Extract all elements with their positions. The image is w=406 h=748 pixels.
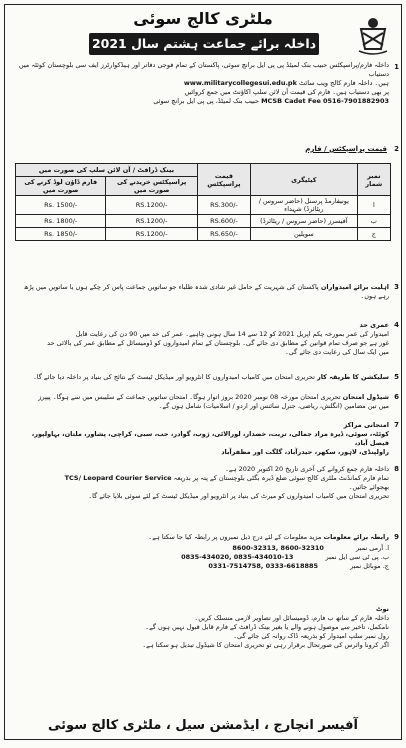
phone-label: ا. آرمی نمبر [356,544,389,552]
table-cell: RS.1200/- [106,228,197,241]
notes [13,605,389,650]
section-number: 4 [394,321,399,329]
account-number: 0516-7901882903 [322,97,389,105]
note-item: اگر کرونا وائرس کی صورتحال برقرار رہی تو تحریری امتحان کا شیڈول تبدیل ہو سکتا ہے۔ [142,641,389,649]
section-1-line: حبیب بنک لمیٹڈ، پی پی ایل برانچ سوئی [153,97,259,105]
section-9 [13,533,389,571]
section-number: 1 [394,63,399,71]
page-title: ملٹری کالج سوئی [133,9,273,28]
section-9-heading: رابطہ برائے معلومات [323,533,389,541]
table-cell: Rs. 1800/- [16,215,106,228]
notes-heading: نوٹ [375,605,389,613]
phone-label: ج. موبائل نمبر [350,562,389,570]
section-5 [13,373,389,382]
fees-table [15,163,391,241]
phone-number[interactable]: 0331-7514758, 0333-6618885 [208,562,319,570]
table-cell: سویلین [250,228,357,241]
table-cell: یونیفارمڈ پرسنل (حاضر سروس / ریٹائرڈ) شہداء [250,196,357,215]
section-8-text: داخلہ فارم جمع کروانے کی آخری تاریخ 20 اکتوبر 2020 ہے۔ [225,465,389,473]
section-7-heading: امتحانی مراکز [343,421,389,429]
table-row [16,228,391,241]
table-header: کیٹیگری [250,164,357,196]
note-item: داخلہ فارم کے ساتھ ب فارم، ڈومیسائل اور تصاویر لازمی منسلک کریں۔ [194,614,389,622]
section-7-text: راولپنڈی، لاہور، سکھر، حیدرآباد، گلگت اور مظفرآباد [221,448,389,456]
advertisement-page [4,4,402,740]
table-group-header: بینک ڈرافٹ / آن لائن سلپ کی صورت میں [16,164,198,177]
section-6 [13,393,389,411]
admission-banner: داخلہ برائے جماعت ہشتم سال 2021 [89,33,319,55]
table-header: قیمت پراسپکٹس [197,164,250,196]
section-number: 2 [394,145,399,153]
section-1 [13,61,389,106]
section-5-text: تحریری امتحان میں کامیاب امیدواروں کا انٹرویو اور میڈیکل ٹیسٹ کے نتائج کی بنیاد پر داخلہ دیا جائے گا۔ [32,373,315,381]
table-cell: ب [357,215,390,228]
section-2-heading: قیمت پراسپکٹس / فارم [305,145,387,153]
section-1-line: ہیں۔ داخلہ فارم کالج ویب سائٹ [299,79,389,87]
note-item: رول نمبر سلپ امیدوار کو بذریعہ ڈاک روانہ کی جائے گی۔ [233,632,389,640]
section-6-heading: شیڈول امتحان [342,393,389,401]
fee-title: MCSB Cadet Fee [261,97,321,105]
section-4-text: غور ہے جو صرف تمام قوانین کے مطابق دی جائے گی۔ بلوچستان کے تمام امیدواروں کو ڈومیسائل کے مطابق عمر کی بالائی حد [47,339,389,347]
section-9-text: مزید معلومات کے لئے درج ذیل نمبروں پر رابطہ کیا جا سکتا ہے۔ [148,533,322,541]
section-6-text: تحریری امتحان مورخہ 08 نومبر 2020 بروز اتوار ہوگا۔ امتحان ساتویں جماعت کے سلیبس میں سے ہوگا۔ پیپرز [38,393,341,401]
table-header: پراسپکٹس خریدنے کی صورت میں [106,177,197,196]
section-number: 3 [394,283,399,291]
section-number: 6 [394,393,399,401]
table-cell: ج [357,228,390,241]
courier-service: TCS/ Leopard Courier Service [64,474,172,482]
note-item: نامکمل، تاخیر سے موصول ہونے والے یا بغیر بینک ڈرافٹ کے فارم قابل قبول نہیں ہوں گے۔ [145,623,389,631]
section-8-text: بھجوائے جائیں۔ [348,483,389,491]
section-4 [13,321,389,357]
table-cell: RS.1200/- [106,215,197,228]
phone-label: ب. پی ٹی سی ایل نمبر [325,553,389,561]
section-1-line: پر بھی دستیاب ہیں۔ فارم کی قیمت آن لائن سلپ اکاؤنٹ میں جمع کروائیں [184,88,389,96]
table-cell: آفیسرز (حاضر سروس / ریٹائرڈ) [250,215,357,228]
section-number: 9 [394,533,399,541]
table-cell: Rs. 1500/- [16,196,106,215]
section-7 [13,421,389,457]
section-number: 7 [394,421,399,429]
section-number: 8 [394,465,399,473]
section-4-heading: عمری حد [359,321,389,329]
section-8-text: تمام فارم کمانڈنٹ ملٹری کالج سوئی ضلع ڈیرہ بگٹی بلوچستان کے پتہ پر بذریعہ [173,474,389,482]
section-5-heading: سلیکشن کا طریقہ کار [316,373,389,381]
section-1-line: داخلہ فارم/پراسپکٹس حبیب بنک لمیٹڈ پی پی ایل برانچ سوئی، پاکستان کے تمام فوجی دفاتر اور ہیڈکوارٹرز ایف سی بلوچستان کوئٹہ میں دستیاب [18,61,389,78]
section-6-text: میں تین مضامین (انگلش، ریاضی، جنرل سائنس اور اردو / اسلامیات) شامل ہوں گے۔ [158,402,389,410]
table-cell: Rs. 1850/- [16,228,106,241]
footer-signature: آفیسر انچارج ، ایڈمشن سیل ، ملٹری کالج سوئی [48,718,358,733]
table-row [16,215,391,228]
table-cell: ا [357,196,390,215]
section-7-text: کوئٹہ، سوئی، ڈیرہ مراد جمالی، تربت، خضدار، لورالائی، ژوب، گوادر، حب، سبی، کراچی، پشاور، ملتان، بہاولپور، فیصل آباد، [31,430,389,447]
military-crest-icon [353,11,393,55]
section-3-heading: اہلیت برائے امیدواران [320,283,389,291]
table-cell: RS.300/- [197,196,250,215]
section-3-text: پاکستان کی شہریت کے حامل غیر شادی شدہ طلباء جو ساتویں جماعت پاس کر چکے ہوں یا ساتویں میں پڑھ رہے ہوں۔ [23,283,389,300]
table-header: فارم ڈاؤن لوڈ کرنے کی صورت میں [16,177,106,196]
table-cell: RS.600/- [197,215,250,228]
phone-number[interactable]: 0835-434020, 0835-434010-13 [181,553,294,561]
section-number: 5 [394,373,399,381]
section-4-text: امیدوار کی عمر بمورخہ یکم اپریل 2021 کو 12 سے 14 سال ہونی چاہیے۔ عمر کی حد میں 90 دن کی رعایت قابل [75,330,389,338]
website-link[interactable]: www.militarycollegesui.edu.pk [183,79,297,87]
table-cell: RS.1200/- [106,196,197,215]
table-header: نمبر شمار [357,164,390,196]
table-row [16,196,391,215]
section-8 [13,465,389,501]
table-cell: RS.650/- [197,228,250,241]
phone-number[interactable]: 8600-32313, 8600-32310 [232,544,324,552]
section-4-text: میں ایک سال کی رعایت دی جائے گی۔ [284,348,389,356]
section-8-text: تحریری امتحان میں کامیاب امیدواروں کو میرٹ کی بنیاد پر انٹرویو اور میڈیکل ٹیسٹ کے لئے سوئی بلایا جائے گا۔ [88,492,389,500]
section-3 [13,283,389,301]
